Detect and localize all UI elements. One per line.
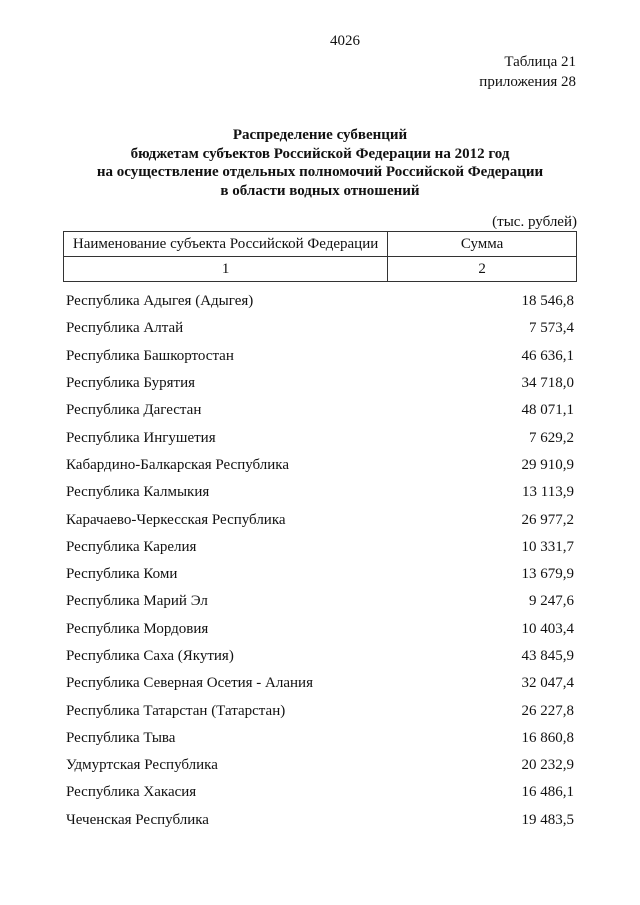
table-header — [63, 231, 577, 282]
region-name: Республика Калмыкия — [66, 484, 210, 501]
table-body — [66, 288, 574, 834]
region-name: Удмуртская Республика — [66, 757, 218, 774]
region-name: Республика Мордовия — [66, 620, 209, 637]
amount: 32 047,4 — [521, 675, 574, 692]
table-label: Таблица 21 — [504, 54, 576, 70]
amount: 10 331,7 — [521, 538, 574, 555]
title-line-3: на осуществление отдельных полномочий Российской Федерации — [96, 164, 544, 180]
amount: 7 573,4 — [529, 320, 574, 337]
table-row — [66, 288, 574, 315]
amount: 9 247,6 — [529, 593, 574, 610]
table-row — [66, 779, 574, 806]
table-row — [66, 343, 574, 370]
appendix-label: приложения 28 — [479, 74, 576, 90]
table-reference — [479, 52, 576, 92]
region-name: Республика Тыва — [66, 729, 176, 746]
header-region-name: Наименование субъекта Российской Федерации — [64, 232, 388, 257]
amount: 13 113,9 — [522, 484, 574, 501]
amount: 16 486,1 — [521, 784, 574, 801]
region-name: Республика Карелия — [66, 538, 197, 555]
amount: 20 232,9 — [521, 757, 574, 774]
table-row — [66, 534, 574, 561]
units-note: (тыс. рублей) — [492, 214, 577, 230]
region-name: Кабардино-Балкарская Республика — [66, 456, 290, 473]
table-row — [66, 370, 574, 397]
amount: 7 629,2 — [529, 429, 574, 446]
region-name: Республика Дагестан — [66, 402, 202, 419]
amount: 29 910,9 — [521, 456, 574, 473]
region-name: Республика Саха (Якутия) — [66, 648, 234, 664]
title-line-2: бюджетам субъектов Российской Федерации на 2012 год — [130, 145, 510, 162]
table-row — [66, 424, 574, 451]
amount: 46 636,1 — [521, 347, 574, 364]
amount: 13 679,9 — [521, 566, 574, 583]
region-name: Республика Ингушетия — [66, 429, 216, 446]
header-amount: Сумма — [388, 232, 577, 257]
amount: 16 860,8 — [521, 729, 574, 746]
table-row — [66, 725, 574, 752]
table-row — [66, 670, 574, 697]
page-number: 4026 — [330, 33, 360, 49]
title-line-1: Распределение субвенций — [232, 127, 408, 143]
table-row — [66, 452, 574, 479]
region-name: Республика Коми — [66, 566, 178, 583]
table-row — [66, 561, 574, 588]
amount: 10 403,4 — [521, 620, 574, 637]
table-row — [66, 397, 574, 424]
region-name: Республика Северная Осетия - Алания — [66, 675, 313, 692]
title-line-4: в области водных отношений — [220, 182, 420, 199]
table-row — [66, 506, 574, 533]
amount: 18 546,8 — [521, 293, 574, 310]
region-name: Республика Башкортостан — [66, 347, 234, 364]
table-row — [66, 616, 574, 643]
table-row — [66, 807, 574, 834]
table-row — [66, 315, 574, 342]
region-name: Республика Адыгея (Адыгея) — [66, 293, 254, 310]
region-name: Республика Алтай — [66, 320, 184, 337]
region-name: Республика Хакасия — [66, 784, 197, 801]
table-row — [66, 479, 574, 506]
region-name: Карачаево-Черкесская Республика — [66, 511, 286, 528]
region-name: Республика Бурятия — [66, 375, 196, 392]
amount: 19 483,5 — [521, 811, 574, 828]
column-number-1: 1 — [64, 257, 388, 282]
region-name: Республика Марий Эл — [66, 593, 208, 610]
region-name: Чеченская Республика — [66, 811, 209, 828]
region-name: Республика Татарстан (Татарстан) — [66, 702, 286, 719]
amount: 26 227,8 — [521, 702, 574, 719]
amount: 34 718,0 — [521, 375, 574, 392]
amount: 26 977,2 — [521, 511, 574, 528]
table-row — [66, 697, 574, 724]
document-title — [0, 126, 640, 200]
column-number-row — [64, 257, 577, 282]
table-row — [66, 643, 574, 670]
table-row — [66, 752, 574, 779]
column-number-2: 2 — [388, 257, 577, 282]
amount: 48 071,1 — [521, 402, 574, 419]
header-row — [64, 232, 577, 257]
amount: 43 845,9 — [521, 648, 574, 664]
table-row — [66, 588, 574, 615]
